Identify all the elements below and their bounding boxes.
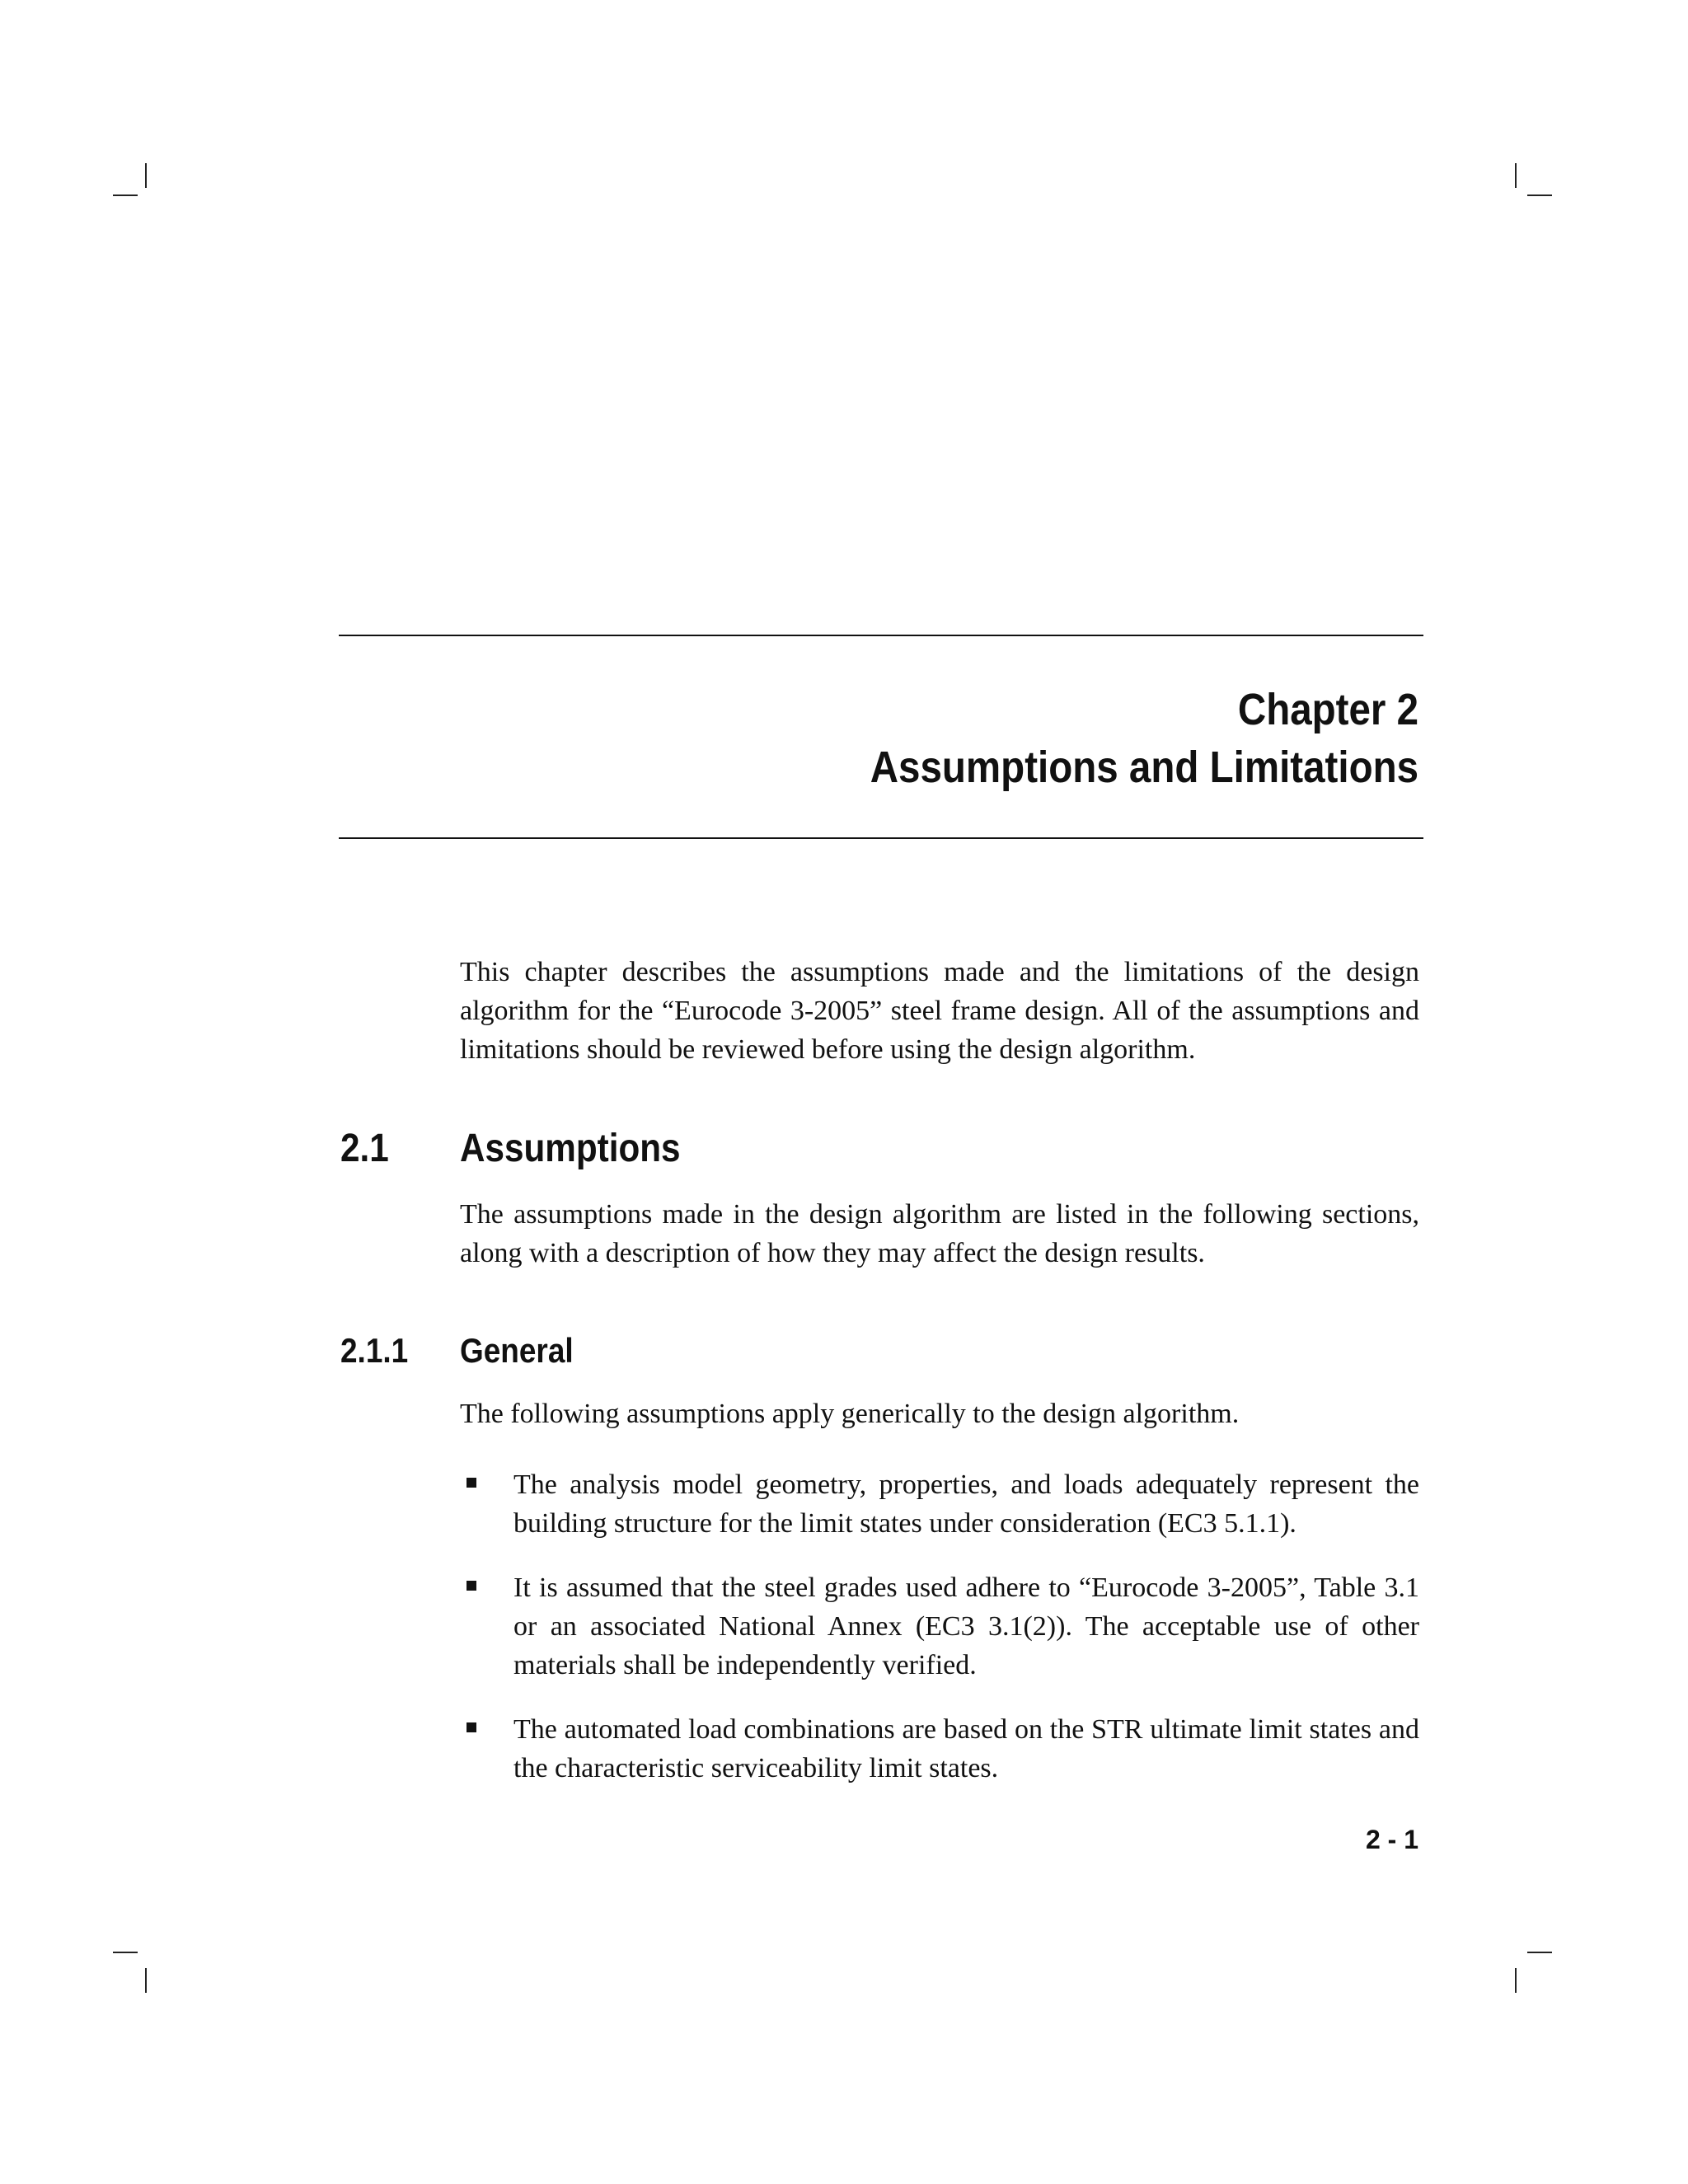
crop-mark-top-left-vertical: [145, 163, 147, 188]
crop-mark-top-left-horizontal: [113, 194, 138, 196]
section-paragraph: The assumptions made in the design algorithm are listed in the following sections, along with a description of how they may affect the design results.: [460, 1199, 1419, 1268]
list-item: [460, 1465, 1419, 1543]
subsection-paragraph: The following assumptions apply generically to the design algorithm.: [460, 1399, 1240, 1429]
square-bullet-icon: [467, 1722, 476, 1732]
subsection-title: General: [460, 1331, 574, 1370]
list-item-text: The analysis model geometry, properties, and loads adequately represent the building structure for the limit states under consideration (EC3 5.1.1).: [513, 1469, 1419, 1539]
intro-paragraph: This chapter describes the assumptions made and the limitations of the design algorithm for the “Eurocode 3-2005” steel frame design. All of the assumptions and limitations should be reviewed before using the design algorithm.: [460, 957, 1419, 1065]
crop-mark-bottom-right-horizontal: [1527, 1952, 1552, 1953]
list-item: [460, 1568, 1419, 1685]
list-item-text: It is assumed that the steel grades used adhere to “Eurocode 3-2005”, Table 3.1 or an associated National Annex (EC3 3.1(2)). The acceptable use of other materials shall be independently verified.: [513, 1572, 1419, 1680]
square-bullet-icon: [467, 1478, 476, 1488]
crop-mark-bottom-left-horizontal: [113, 1952, 138, 1953]
square-bullet-icon: [467, 1581, 476, 1591]
crop-mark-bottom-right-vertical: [1515, 1968, 1517, 1993]
chapter-heading: [870, 681, 1418, 796]
assumption-list: [460, 1465, 1419, 1813]
subsection-number: 2.1.1: [340, 1331, 409, 1370]
crop-mark-top-right-vertical: [1515, 163, 1517, 188]
crop-mark-bottom-left-vertical: [145, 1968, 147, 1993]
crop-mark-top-right-horizontal: [1527, 194, 1552, 196]
chapter-number-label: Chapter 2: [1237, 685, 1418, 734]
chapter-bottom-rule: [339, 837, 1423, 839]
chapter-title: Assumptions and Limitations: [870, 743, 1418, 792]
section-number: 2.1: [340, 1127, 389, 1170]
list-item: [460, 1710, 1419, 1788]
list-item-text: The automated load combinations are based on the STR ultimate limit states and the characteristic serviceability limit states.: [513, 1714, 1419, 1783]
chapter-top-rule: [339, 635, 1423, 636]
section-title: Assumptions: [460, 1127, 681, 1170]
page-number: 2 - 1: [1365, 1825, 1418, 1854]
